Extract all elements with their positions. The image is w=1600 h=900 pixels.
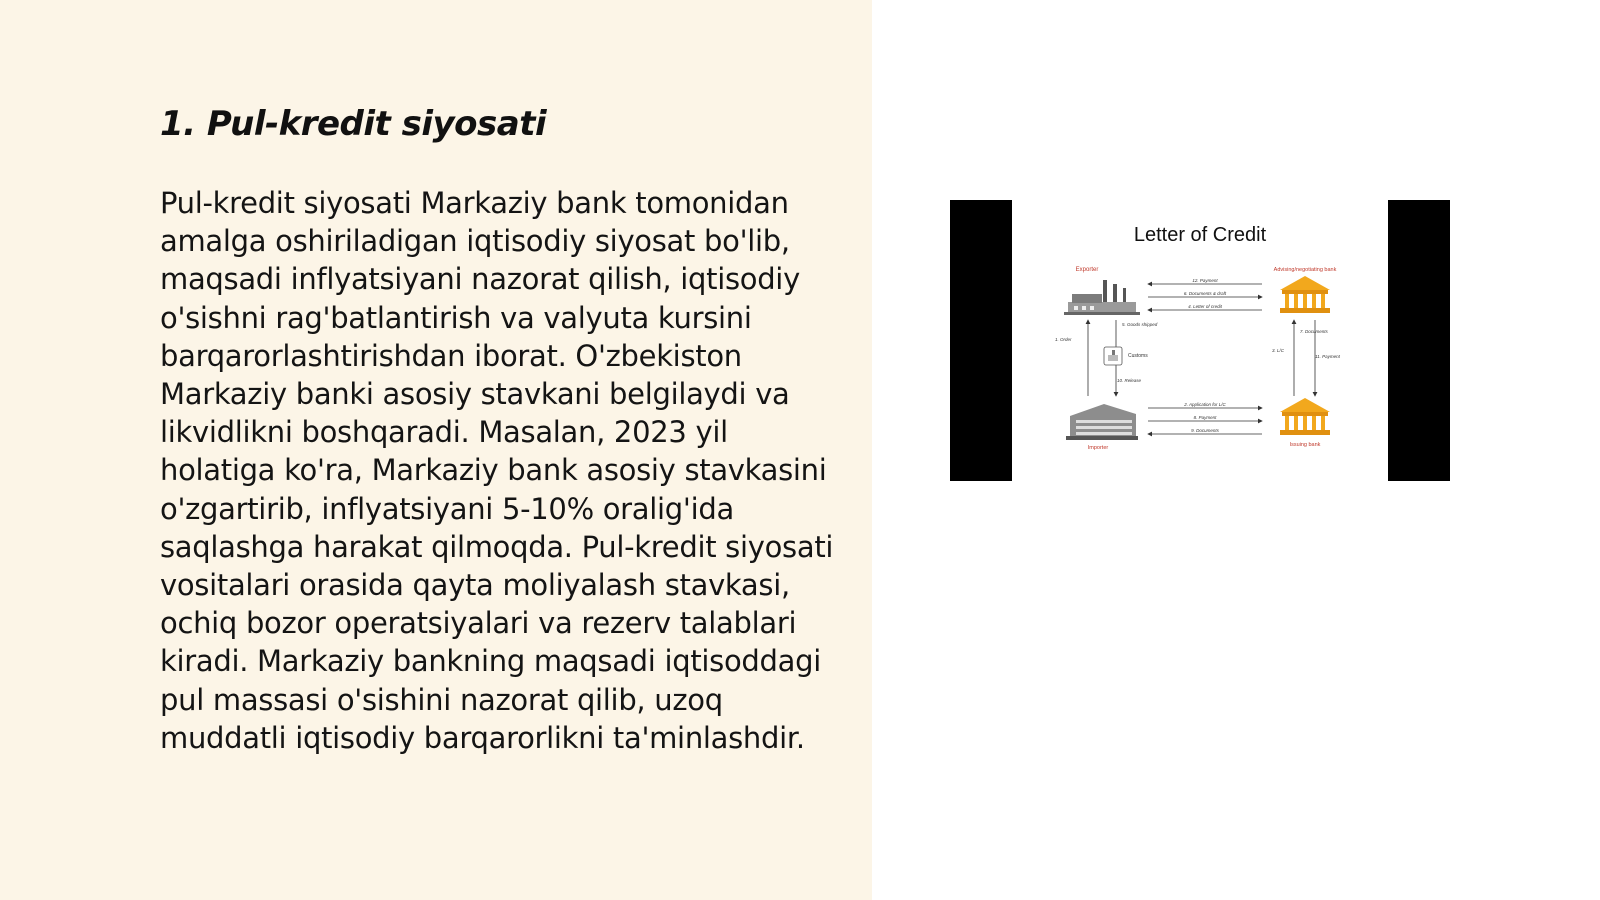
step-4-label: 4. Letter of credit xyxy=(1188,304,1222,309)
letter-of-credit-diagram xyxy=(1012,200,1388,481)
step-11-label: 11. Payment xyxy=(1315,354,1340,359)
step-12-label: 12. Payment xyxy=(1192,278,1218,283)
step-10-label: 10. Release xyxy=(1117,378,1142,383)
step-5-label: 5. Goods shipped xyxy=(1122,322,1158,327)
letter-of-credit-image xyxy=(950,200,1450,481)
slide-title: 1. Pul-kredit siyosati xyxy=(160,104,547,144)
advising-bank-icon xyxy=(1280,276,1330,313)
customs-label: Customs xyxy=(1128,353,1148,359)
step-7-label: 7. Documents xyxy=(1300,329,1328,334)
issuing-bank-icon xyxy=(1280,398,1330,435)
step-8-label: 8. Payment xyxy=(1193,415,1217,420)
exporter-label: Exporter xyxy=(1075,267,1099,273)
step-1-label: 1. Order xyxy=(1055,337,1072,342)
step-3-label: 3. L/C xyxy=(1272,348,1285,353)
slide-body-text: Pul-kredit siyosati Markaziy bank tomonidan amalga oshiriladigan iqtisodiy siyosat bo'lib, maqsadi inflyatsiyani nazorat qilish, iqtisodiy o'sishni rag'batlantirish va valyuta kursini barqarorlashtirishdan iborat. O'zbekiston Markaziy banki asosiy stavkani belgilaydi va likvidlikni boshqaradi. Masalan, 2023 yil holatiga ko'ra, Markaziy bank asosiy stavkasini o'zgartirib, inflyatsiyani 5-10% oralig'ida saqlashga harakat qilmoqda. Pul-kredit siyosati vositalari orasida qayta moliyalash stavkasi, ochiq bozor operatsiyalari va rezerv talablari kiradi. Markaziy bankning maqsadi iqtisoddagi pul massasi o'sishini nazorat qilib, uzoq muddatli iqtisodiy barqarorlikni ta'minlashdir. xyxy=(160,186,834,755)
customs-icon xyxy=(1104,347,1122,365)
step-6-label: 6. Documents & draft xyxy=(1183,291,1227,296)
letterbox-left-bar xyxy=(950,200,1012,481)
step-9-label: 9. Documents xyxy=(1191,428,1219,433)
diagram-title: Letter of Credit xyxy=(1133,224,1267,246)
step-2-label: 2. Application for L/C xyxy=(1184,402,1226,407)
importer-label: Importer xyxy=(1087,445,1109,451)
issuing-bank-label: Issuing bank xyxy=(1289,442,1321,448)
advising-bank-label: Advising/negotiating bank xyxy=(1273,267,1337,273)
letterbox-right-bar xyxy=(1388,200,1450,481)
importer-building-icon xyxy=(1066,404,1138,440)
factory-icon xyxy=(1064,280,1140,315)
